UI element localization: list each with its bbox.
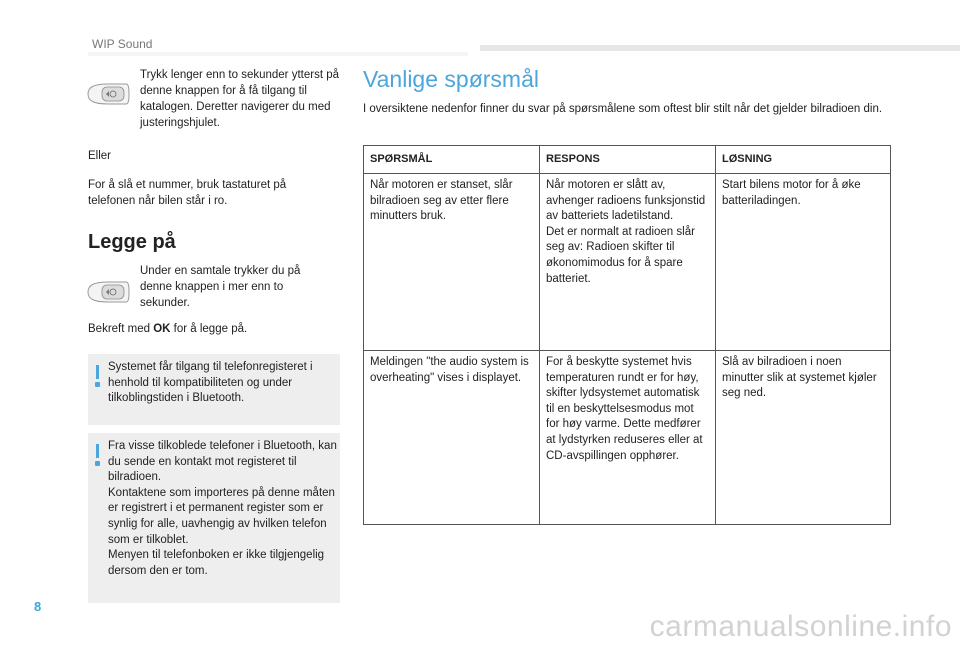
header-title: WIP Sound: [92, 37, 153, 51]
page-number: 8: [34, 599, 42, 614]
info-icon: [96, 365, 99, 379]
hang-up-instruction: Under en samtale trykker du på denne knappen i mer enn to sekunder.: [140, 265, 301, 309]
steering-button-icon: [86, 279, 130, 305]
or-text: Eller: [88, 150, 112, 162]
solution-cell: Slå av bilradioen i noen minutter slik at systemet kjøler seg ned.: [716, 351, 891, 525]
keypad-instruction: For å slå et nummer, bruk tastaturet på telefonen når bilen står i ro.: [88, 179, 287, 207]
info-text: Systemet får tilgang til telefonregisteret i henhold til kompatibiliteten og under tilkoblingstiden i Bluetooth.: [108, 361, 313, 405]
column-header-response: RESPONS: [540, 146, 716, 174]
table-row: [364, 351, 891, 525]
response-cell: For å beskytte systemet hvis temperaturen rundt er for høy, skifter lydsystemet automatisk til en beskyttelsesmodus mot for høy varme. Dette medfører at lydstyrken reduseres eller at CD-avspillingen opphører.: [540, 351, 716, 525]
directory-instruction: Trykk lenger enn to sekunder ytterst på denne knappen for å få tilgang til katalogen. Deretter navigerer du med justeringshjulet.: [140, 69, 340, 129]
question-cell: Meldingen "the audio system is overheating" vises i displayet.: [364, 351, 540, 525]
faq-intro: I oversiktene nedenfor finner du svar på spørsmålene som oftest blir stilt når det gjelder bilradioen din.: [363, 103, 883, 115]
info-box-phonebook-access: [88, 354, 340, 425]
faq-table: [363, 145, 891, 525]
watermark: carmanualsonline.info: [649, 610, 952, 643]
column-header-solution: LØSNING: [716, 146, 891, 174]
confirm-hang-up-text: Bekreft med OK for å legge på.: [88, 323, 248, 335]
table-row: [364, 174, 891, 351]
steering-button-icon: [86, 81, 130, 107]
column-header-question: SPØRSMÅL: [364, 146, 540, 174]
info-text: Fra visse tilkoblede telefoner i Bluetooth, kan du sende en kontakt mot registeret til bilradioen. Kontaktene som importeres på denne måten er registrert i et permanent register som er synlig for alle, uavhengig av hvilken telefon som er tilkoblet. Menyen til telefonboken er ikke tilgjengelig dersom den er tom.: [108, 440, 337, 577]
header-rule-left: [88, 52, 468, 56]
solution-cell: Start bilens motor for å øke batteriladingen.: [716, 174, 891, 351]
hang-up-heading: Legge på: [88, 231, 176, 253]
info-icon: [96, 444, 99, 458]
header-rule-right: [480, 45, 960, 51]
response-cell: Når motoren er slått av, avhenger radioens funksjonstid av batteriets ladetilstand. Det er normalt at radioen slår seg av: Radioen skifter til økonomimodus for å spare batteriet.: [540, 174, 716, 351]
info-box-contact-import: [88, 433, 340, 603]
faq-heading: Vanlige spørsmål: [363, 66, 539, 92]
table-header-row: [364, 146, 891, 174]
question-cell: Når motoren er stanset, slår bilradioen seg av etter flere minutters bruk.: [364, 174, 540, 351]
